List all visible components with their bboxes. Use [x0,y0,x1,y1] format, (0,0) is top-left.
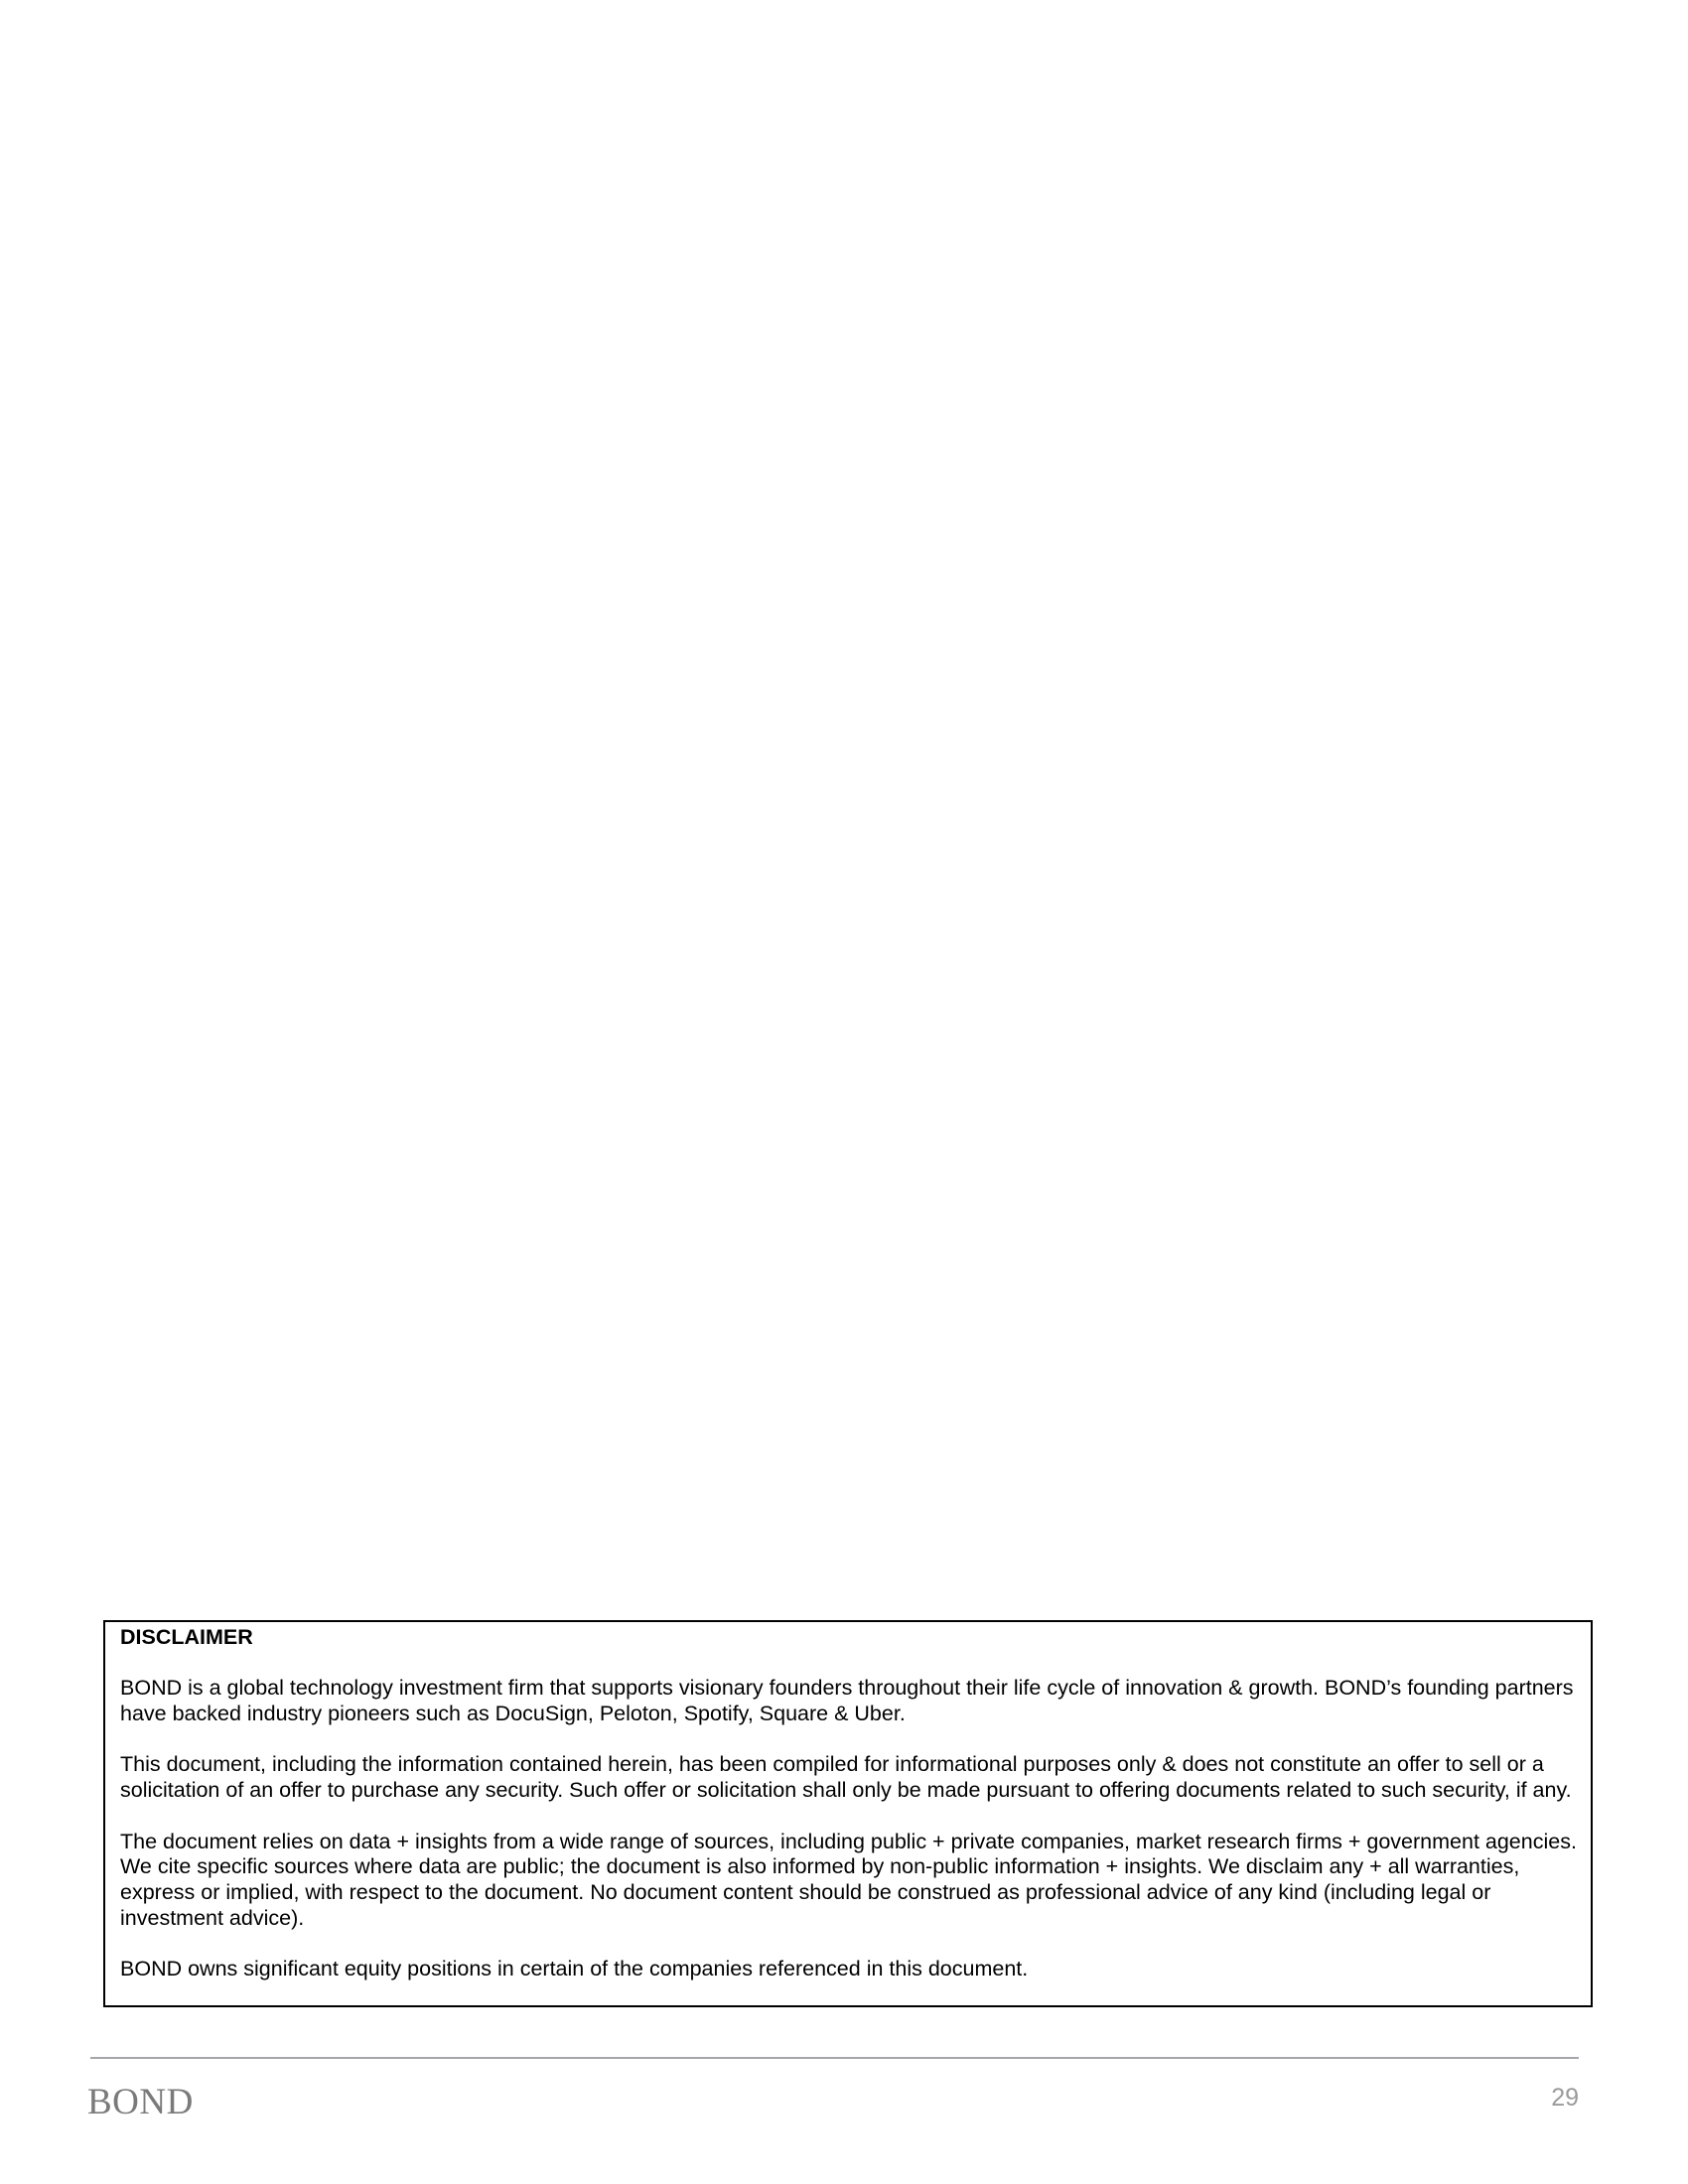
disclaimer-paragraph-about: BOND is a global technology investment firm that supports visionary founders throughout their life cycle of innovation & growth. BOND’s founding partners have backed industry pioneers such as DocuSign, Peloton, Spotify, Square & Uber. [120,1676,1574,1726]
disclaimer-paragraph-equity: BOND owns significant equity positions in certain of the companies referenced in this document. [120,1957,1029,1981]
page-number: 29 [1551,2084,1579,2112]
disclaimer-paragraph-sources: The document relies on data + insights from a wide range of sources, including public + private companies, market research firms + government agencies. We cite specific sources where data are public; the document is also informed by non-public information + insights. We disclaim any + all warranties, express or implied, with respect to the document. No document content should be construed as professional advice of any kind (including legal or investment advice). [120,1829,1577,1930]
disclaimer-box [103,1620,1593,2007]
bond-logo: BOND [87,2082,194,2122]
footer-divider [90,2057,1579,2059]
disclaimer-title: DISCLAIMER [120,1625,253,1649]
disclaimer-paragraph-offer: This document, including the information contained herein, has been compiled for informational purposes only & does not constitute an offer to sell or a solicitation of an offer to purchase any security. Such offer or solicitation shall only be made pursuant to offering documents related to such security, if any. [120,1752,1572,1803]
